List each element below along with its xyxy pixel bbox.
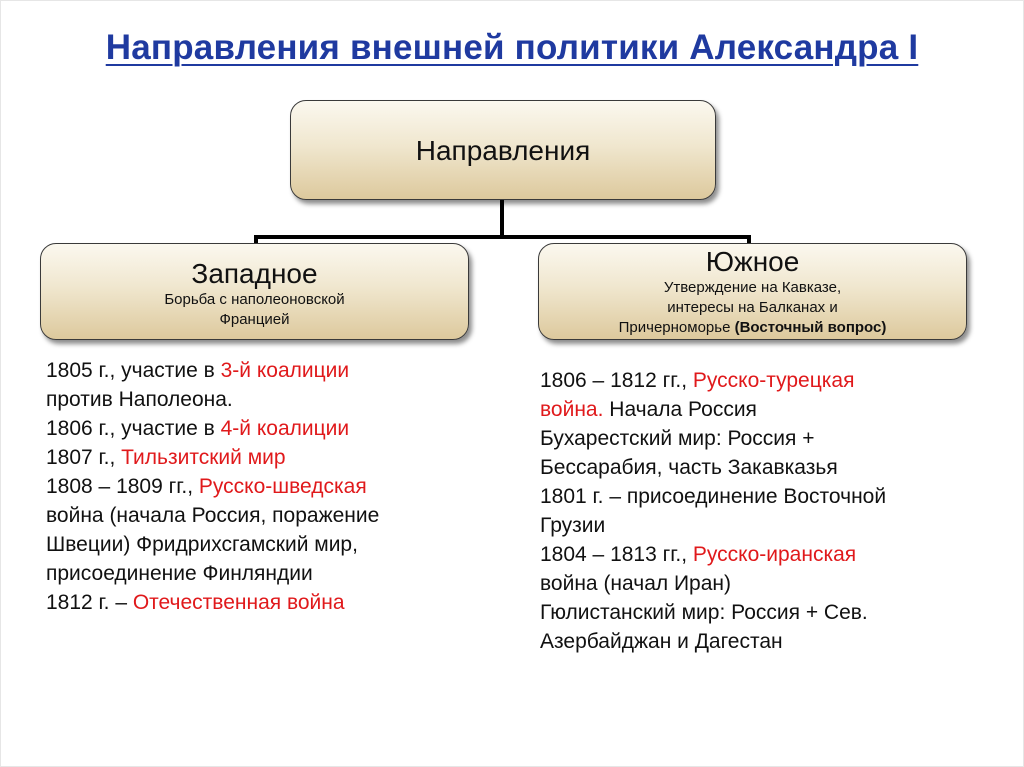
detail-line (46, 443, 486, 472)
detail-text: присоединение Финляндии (46, 562, 313, 585)
south-node-sub-3-bold: (Восточный вопрос) (734, 319, 887, 336)
detail-text: 1805 г., участие в (46, 359, 221, 382)
detail-text: Швеции) Фридрихсгамский мир, (46, 533, 358, 556)
detail-line (46, 414, 486, 443)
detail-line (46, 588, 486, 617)
detail-text: 1808 – 1809 гг., (46, 475, 199, 498)
highlighted-text: Русско-шведская (198, 475, 367, 498)
detail-text: Начала Россия (603, 398, 757, 421)
detail-line (46, 501, 486, 530)
detail-line (46, 472, 486, 501)
detail-text: 1806 г., участие в (46, 417, 221, 440)
highlighted-text: война. (540, 398, 604, 421)
detail-text: 1807 г., (46, 446, 122, 469)
detail-text: война (начал Иран) (540, 572, 731, 595)
detail-line (46, 559, 486, 588)
highlighted-text: Русско-иранская (692, 543, 857, 566)
detail-line (46, 530, 486, 559)
detail-line (540, 453, 990, 482)
detail-line (540, 627, 990, 656)
connector-horizontal (254, 235, 751, 239)
detail-line (540, 540, 990, 569)
west-node-sub-1: Борьба с наполеоновской (164, 291, 345, 308)
page-title (0, 28, 1024, 68)
west-node-heading: Западное (191, 258, 318, 289)
detail-text: Бессарабия, часть Закавказья (540, 456, 838, 479)
detail-line (540, 482, 990, 511)
highlighted-text: Отечественная война (132, 591, 345, 614)
detail-line (540, 569, 990, 598)
root-node-label: Направления (415, 135, 591, 166)
south-node-sub-2: интересы на Балканах и (667, 299, 838, 316)
south-node-sub-1: Утверждение на Кавказе, (663, 279, 842, 296)
highlighted-text: Тильзитский мир (121, 446, 286, 469)
connector-root-stem (500, 198, 504, 238)
detail-text: против Наполеона. (46, 388, 233, 411)
detail-text: Грузии (540, 514, 606, 537)
detail-line (540, 395, 990, 424)
detail-line (46, 385, 486, 414)
detail-text: 1804 – 1813 гг., (540, 543, 693, 566)
detail-text: 1812 г. – (46, 591, 133, 614)
detail-text: 1806 – 1812 гг., (540, 369, 693, 392)
detail-text: война (начала Россия, поражение (46, 504, 380, 527)
west-node-sub-2: Францией (219, 311, 290, 328)
highlighted-text: Русско-турецкая (692, 369, 855, 392)
root-node (290, 100, 716, 200)
detail-line (540, 598, 990, 627)
detail-line (540, 366, 990, 395)
south-details (540, 366, 990, 656)
south-node-heading: Южное (705, 246, 800, 277)
west-details (46, 356, 486, 617)
detail-text: Азербайджан и Дагестан (540, 630, 783, 653)
detail-text: 1801 г. – присоединение Восточной (540, 485, 887, 508)
detail-text: Гюлистанский мир: Россия + Сев. (540, 601, 868, 624)
south-node-sub-3-plain: Причерноморье (618, 319, 735, 336)
highlighted-text: 3-й коалиции (220, 359, 350, 382)
south-node-sub-3 (539, 318, 966, 338)
detail-text: Бухарестский мир: Россия + (540, 427, 815, 450)
detail-line (540, 424, 990, 453)
south-node (538, 243, 967, 340)
detail-line (540, 511, 990, 540)
page-title-text: Направления внешней политики Александра I (105, 28, 919, 67)
highlighted-text: 4-й коалиции (220, 417, 350, 440)
detail-line (46, 356, 486, 385)
west-node (40, 243, 469, 340)
